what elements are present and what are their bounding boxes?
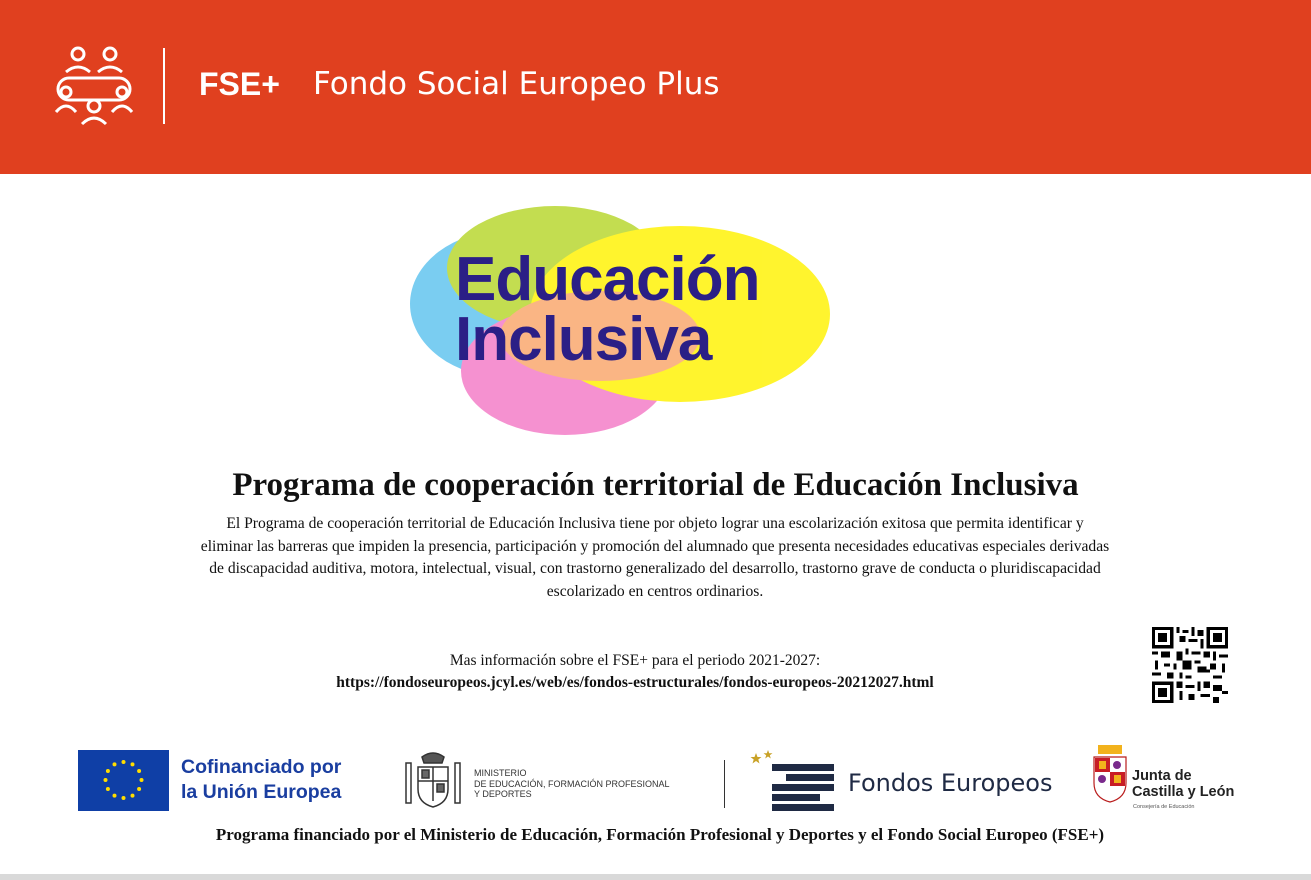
description: [105, 513, 1205, 603]
header-banner: [0, 0, 1311, 174]
educacion-inclusiva-logo: [400, 196, 840, 446]
more-info-url[interactable]: https://fondoseuropeos.jcyl.es/web/es/fondos-estructurales/fondos-europeos-20212027.html: [336, 674, 934, 691]
more-info-label: Mas información sobre el FSE+ para el periodo 2021-2027:: [449, 652, 821, 669]
eu-text-line-2: la Unión Europea: [181, 781, 342, 803]
people-around-table-icon: [52, 44, 136, 128]
ministry-line-1: MINISTERIO: [474, 768, 527, 778]
banner-abbreviation: FSE+: [199, 66, 280, 102]
jcyl-line-2: Castilla y León: [1132, 784, 1235, 800]
fondos-europeos-mark-icon: [748, 750, 836, 812]
logo-separator: [724, 760, 725, 808]
description-line: eliminar las barreras que impiden la presencia, participación y promoción del alumnado que presenta necesidades educativas especiales derivadas: [200, 537, 1110, 555]
logo-wordmark: [455, 245, 760, 374]
logo-line-1: Educación: [455, 245, 760, 314]
logo-line-2: Inclusiva: [455, 305, 712, 374]
banner-divider: [163, 48, 165, 124]
bottom-border: [0, 874, 1311, 880]
more-info: [240, 650, 1030, 694]
ministry-line-2: DE EDUCACIÓN, FORMACIÓN PROFESIONAL: [474, 778, 670, 789]
eu-text-line-1: Cofinanciado por: [181, 756, 342, 778]
jcyl-line-1: Junta de: [1132, 768, 1192, 784]
jcyl-name: [1132, 768, 1234, 800]
eu-flag-icon: [78, 750, 169, 811]
banner-title: Fondo Social Europeo Plus: [313, 66, 720, 102]
fondos-europeos-text: Fondos Europeos: [848, 769, 1053, 797]
description-line: de discapacidad auditiva, motora, intelectual, visual, con trastorno generalizado del desarrollo, trastorno grave de conducta o pluridiscapacidad: [209, 560, 1101, 577]
description-line: escolarizado en centros ordinarios.: [546, 582, 764, 600]
page-title: Programa de cooperación territorial de Educación Inclusiva: [232, 467, 1079, 503]
ministry-name: [474, 768, 714, 800]
eu-cofunding-text: [181, 755, 341, 805]
funding-footer: Programa financiado por el Ministerio de Educación, Formación Profesional y Deportes y el Fondo Social Europeo (FSE+): [215, 825, 1105, 844]
castilla-leon-shield-icon: [1092, 745, 1128, 803]
jcyl-department: Consejería de Educación: [1133, 804, 1195, 810]
ministry-line-3: Y DEPORTES: [474, 789, 532, 799]
description-line: El Programa de cooperación territorial de Educación Inclusiva tiene por objeto lograr una escolarización exitosa que permita identificar y: [226, 515, 1084, 532]
spain-coat-of-arms-icon: [402, 749, 464, 813]
qr-code-icon[interactable]: [1152, 627, 1228, 703]
